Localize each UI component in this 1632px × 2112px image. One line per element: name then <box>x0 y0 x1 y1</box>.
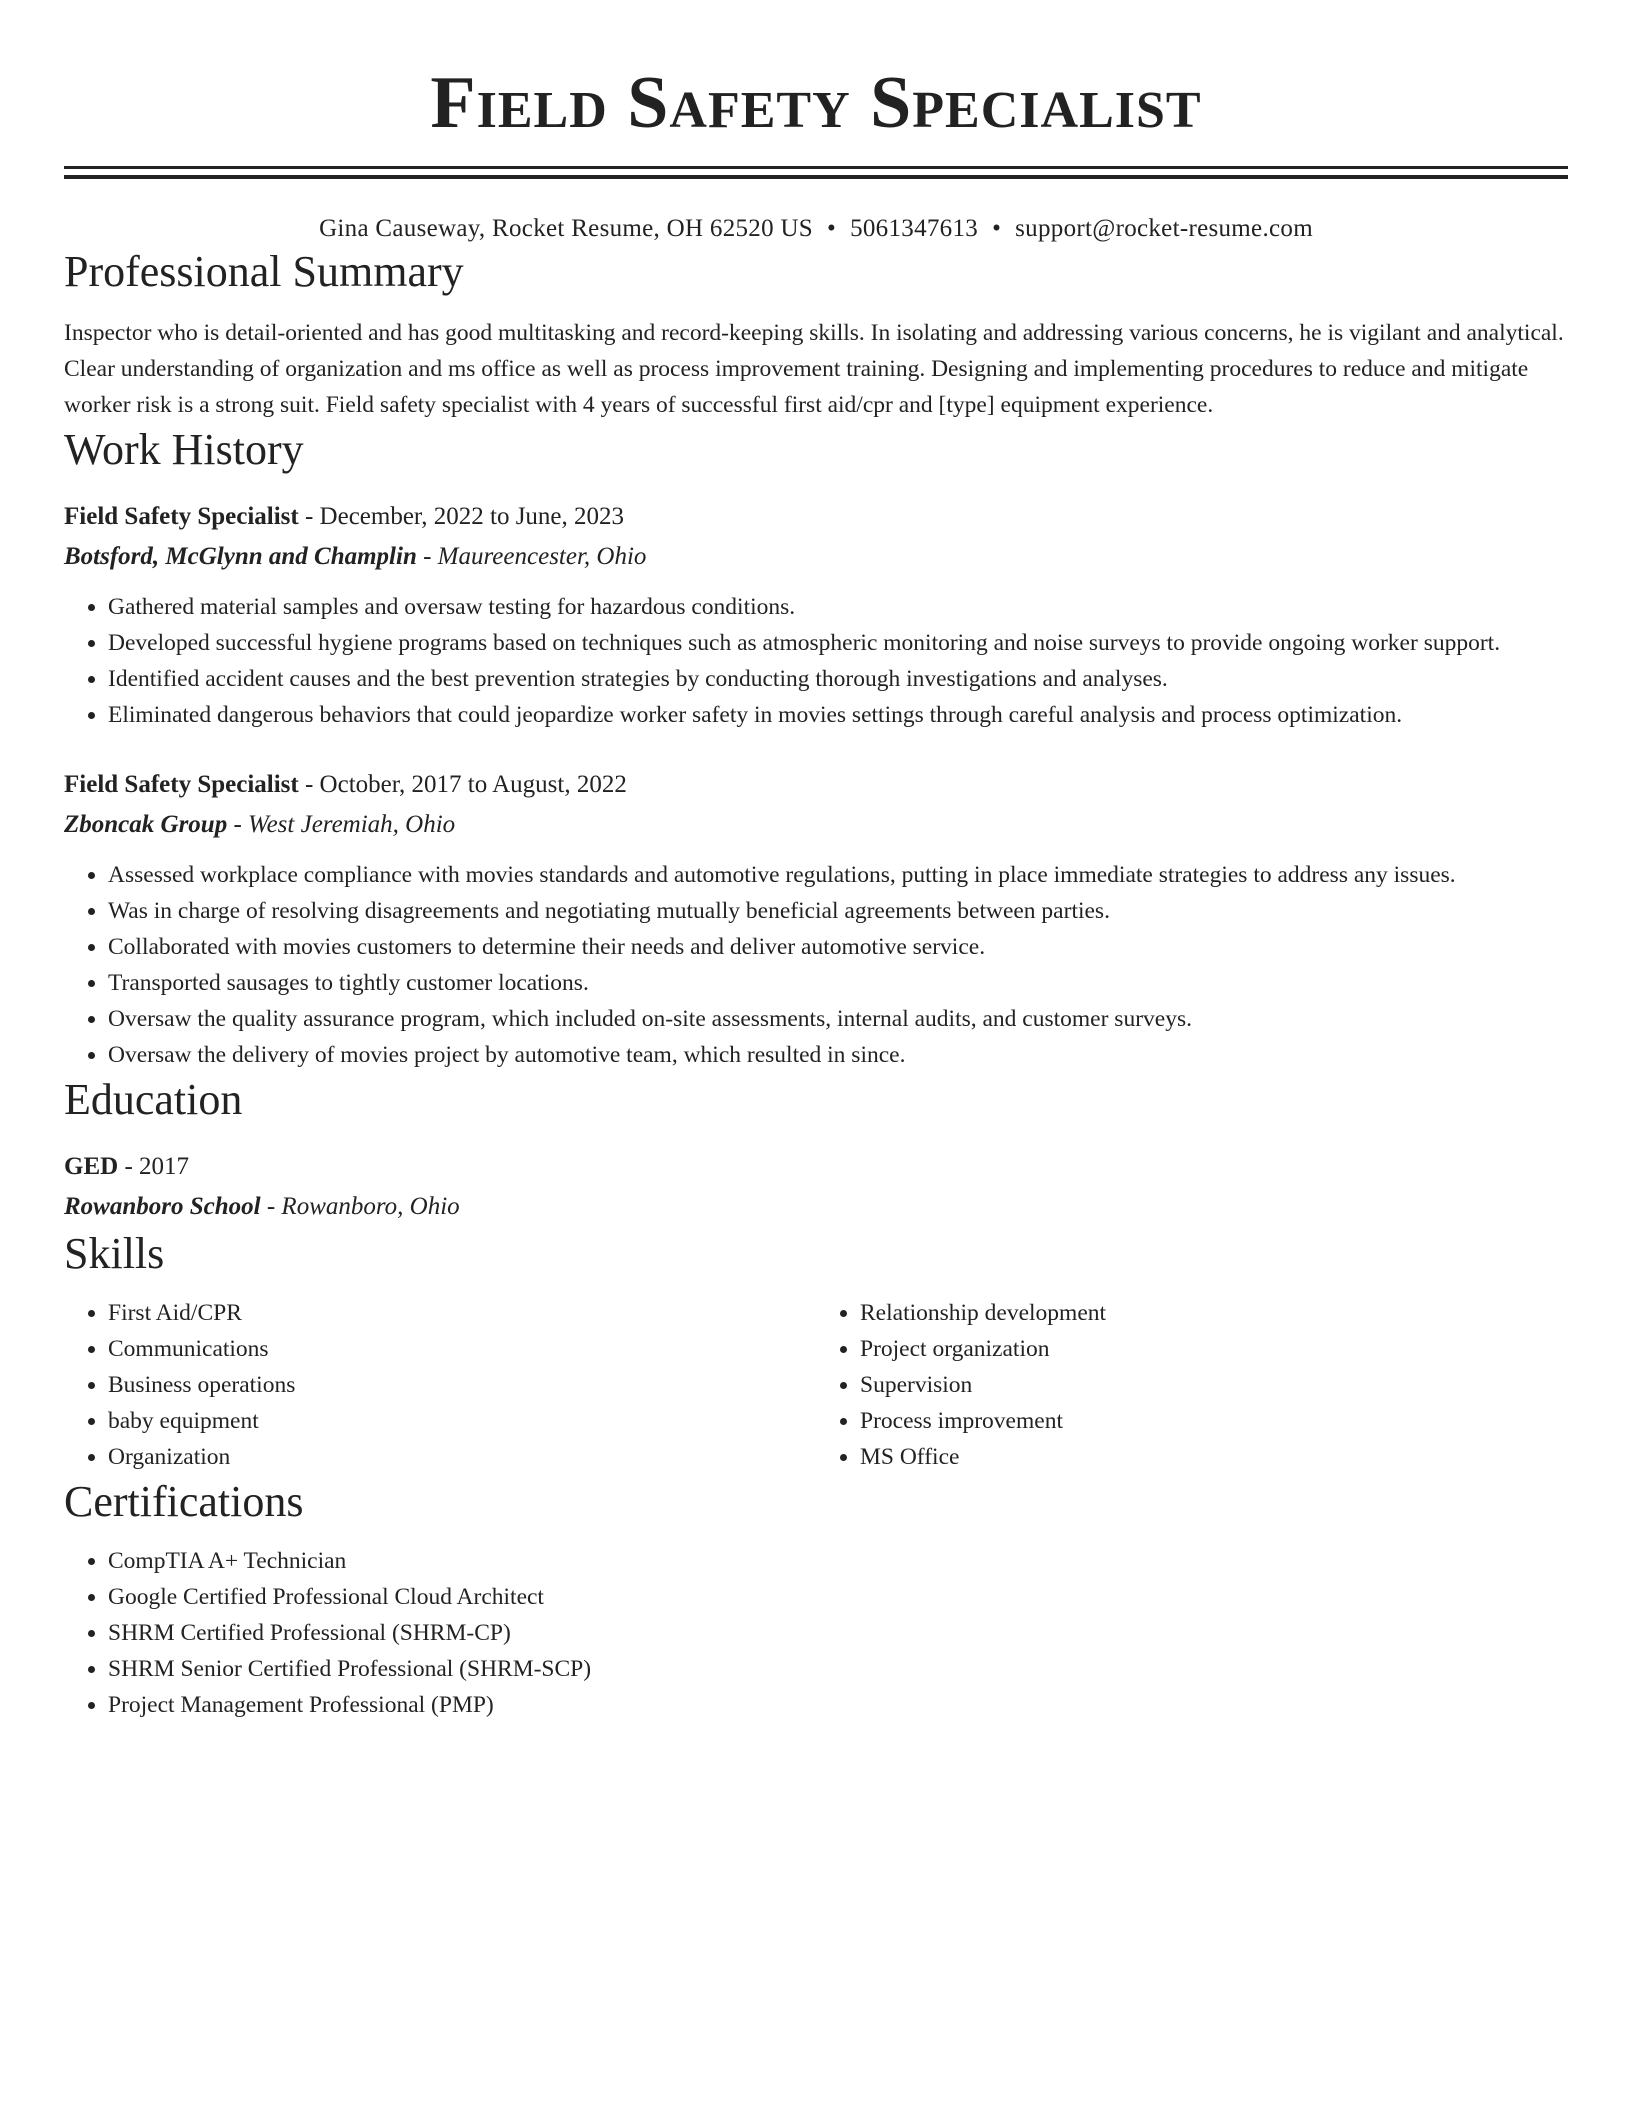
summary-heading: Professional Summary <box>64 247 464 296</box>
degree-line <box>64 1147 1568 1187</box>
list-item: • SHRM Senior Certified Professional (SHRM-SCP) <box>108 1651 1568 1687</box>
list-item: • MS Office <box>860 1439 1568 1475</box>
skills-list-left <box>64 1295 816 1475</box>
list-item: • Relationship development <box>860 1295 1568 1331</box>
company-location: - West Jeremiah, Ohio <box>227 811 456 838</box>
school-location: - Rowanboro, Ohio <box>260 1193 460 1220</box>
certifications-list <box>64 1543 1568 1723</box>
work-history-heading: Work History <box>64 425 304 474</box>
list-item: • Organization <box>108 1439 816 1475</box>
skills-list-right <box>816 1295 1568 1475</box>
job-title: Field Safety Specialist <box>64 503 299 530</box>
list-item: • SHRM Certified Professional (SHRM-CP) <box>108 1615 1568 1651</box>
education-heading: Education <box>64 1075 243 1124</box>
list-item: • Developed successful hygiene programs based on techniques such as atmospheric monitoring and noise surveys to provide ongoing worker support. <box>108 625 1568 661</box>
list-item: • Supervision <box>860 1367 1568 1403</box>
job-title: Field Safety Specialist <box>64 771 299 798</box>
list-item: • baby equipment <box>108 1403 816 1439</box>
resume-title: Field Safety Specialist <box>430 62 1202 144</box>
list-item: • Oversaw the delivery of movies project by automotive team, which resulted in since. <box>108 1037 1568 1073</box>
job-title-line <box>64 765 1568 805</box>
list-item: • Business operations <box>108 1367 816 1403</box>
school-name: Rowanboro School <box>64 1193 261 1220</box>
job-bullets <box>64 589 1568 733</box>
list-item: • Communications <box>108 1331 816 1367</box>
list-item: • Oversaw the quality assurance program, which included on-site assessments, internal audits, and customer surveys. <box>108 1001 1568 1037</box>
list-item: • Process improvement <box>860 1403 1568 1439</box>
list-item: • CompTIA A+ Technician <box>108 1543 1568 1579</box>
list-item: • Assessed workplace compliance with movies standards and automotive regulations, putting in place immediate strategies to address any issues. <box>108 857 1568 893</box>
list-item: • Transported sausages to tightly customer locations. <box>108 965 1568 1001</box>
list-item: • First Aid/CPR <box>108 1295 816 1331</box>
contact-address: Gina Causeway, Rocket Resume, OH 62520 US <box>319 215 814 242</box>
list-item: • Identified accident causes and the best prevention strategies by conducting thorough investigations and analyses. <box>108 661 1568 697</box>
contact-separator: • <box>827 215 837 242</box>
list-item: • Project organization <box>860 1331 1568 1367</box>
skills-heading: Skills <box>64 1229 165 1278</box>
job-title-line <box>64 497 1568 537</box>
degree-name: GED <box>64 1153 119 1180</box>
contact-separator: • <box>992 215 1002 242</box>
company-location: - Maureencester, Ohio <box>416 543 647 570</box>
company-line <box>64 537 1568 577</box>
title-divider-bottom <box>64 175 1568 179</box>
title-divider-top <box>64 166 1568 169</box>
list-item: • Google Certified Professional Cloud Architect <box>108 1579 1568 1615</box>
list-item: • Was in charge of resolving disagreements and negotiating mutually beneficial agreements between parties. <box>108 893 1568 929</box>
degree-year: - 2017 <box>118 1153 190 1180</box>
list-item: • Eliminated dangerous behaviors that could jeopardize worker safety in movies settings through careful analysis and process optimization. <box>108 697 1568 733</box>
job-bullets <box>64 857 1568 1073</box>
summary-text: Inspector who is detail-oriented and has good multitasking and record-keeping skills. In isolating and addressing various concerns, he is vigilant and analytical. Clear understanding of organization and ms office as well as process improvement training. Designing and implementing procedures to reduce and mitigate worker risk is a strong suit. Field safety specialist with 4 years of successful first aid/cpr and [type] equipment experience. <box>64 320 1564 418</box>
company-name: Zboncak Group <box>64 811 228 838</box>
job-dates: - October, 2017 to August, 2022 <box>298 771 627 798</box>
company-line <box>64 805 1568 845</box>
list-item: • Project Management Professional (PMP) <box>108 1687 1568 1723</box>
job-entry <box>64 497 1568 733</box>
list-item: • Collaborated with movies customers to determine their needs and deliver automotive service. <box>108 929 1568 965</box>
job-dates: - December, 2022 to June, 2023 <box>298 503 625 530</box>
skills-columns <box>64 1295 1568 1475</box>
job-entry <box>64 765 1568 1073</box>
list-item: • Gathered material samples and oversaw testing for hazardous conditions. <box>108 589 1568 625</box>
company-name: Botsford, McGlynn and Champlin <box>64 543 417 570</box>
contact-phone: 5061347613 <box>850 215 979 242</box>
certifications-heading: Certifications <box>64 1477 304 1526</box>
contact-line <box>64 213 1568 245</box>
contact-email: support@rocket-resume.com <box>1015 215 1313 242</box>
school-line <box>64 1187 1568 1227</box>
education-entry <box>64 1147 1568 1227</box>
